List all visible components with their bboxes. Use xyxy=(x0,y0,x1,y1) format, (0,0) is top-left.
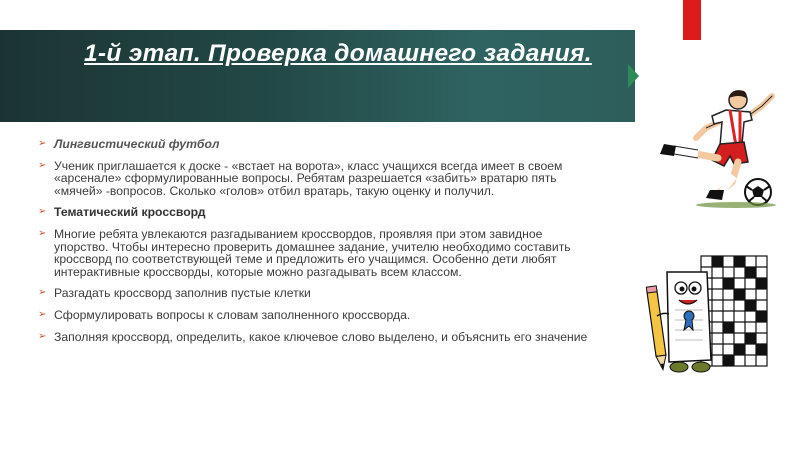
arrow-bullet-icon: ➢ xyxy=(38,287,47,299)
arrow-bullet-icon: ➢ xyxy=(38,308,47,320)
section-heading: Лингвистический футбол xyxy=(54,137,220,151)
paragraph-text: Разгадать кроссворд заполнив пустые клетки xyxy=(54,286,311,301)
title-banner xyxy=(0,30,635,122)
crossword-character-icon xyxy=(645,250,775,385)
list-item xyxy=(38,160,598,198)
green-triangle-icon xyxy=(628,64,639,88)
paragraph-text: Сформулировать вопросы к словам заполненного кроссворда. xyxy=(54,307,411,322)
arrow-bullet-icon: ➢ xyxy=(38,227,47,239)
list-item xyxy=(38,228,598,278)
arrow-bullet-icon: ➢ xyxy=(38,206,47,218)
arrow-bullet-icon: ➢ xyxy=(38,159,47,171)
list-item xyxy=(38,287,598,300)
football-player-icon xyxy=(640,86,785,210)
list-item xyxy=(38,206,598,219)
paragraph-text: Заполняя кроссворд, определить, какое ключевое слово выделено, и объяснить его значение xyxy=(54,329,588,344)
red-accent-tab xyxy=(683,0,701,40)
list-item xyxy=(38,331,598,344)
list-item xyxy=(38,138,598,151)
paragraph-text: Многие ребята увлекаются разгадыванием кроссвордов, проявляя при этом завидное упорство. Чтобы интересно проверить домашнее задание, учителю необходимо составить кроссворд по соответствующей теме и предложить его учащимся. Особенно дети любят интерактивные кроссворды, которые можно разгадывать всем классом. xyxy=(54,226,571,279)
arrow-bullet-icon: ➢ xyxy=(38,138,47,149)
slide-body xyxy=(38,138,598,352)
list-item xyxy=(38,309,598,322)
section-heading: Тематический кроссворд xyxy=(54,205,206,220)
arrow-bullet-icon: ➢ xyxy=(38,330,47,342)
page-title: 1-й этап. Проверка домашнего задания. xyxy=(84,40,592,67)
paragraph-text: Ученик приглашается к доске - «встает на ворота», класс учащихся всегда имеет в своем «арсенале» сформулированные вопросы. Ребятам разрешается «забить» вратарю пять «мячей» -вопросов. Сколько «голов» отбил вратарь, такую оценку и получил. xyxy=(54,158,563,198)
